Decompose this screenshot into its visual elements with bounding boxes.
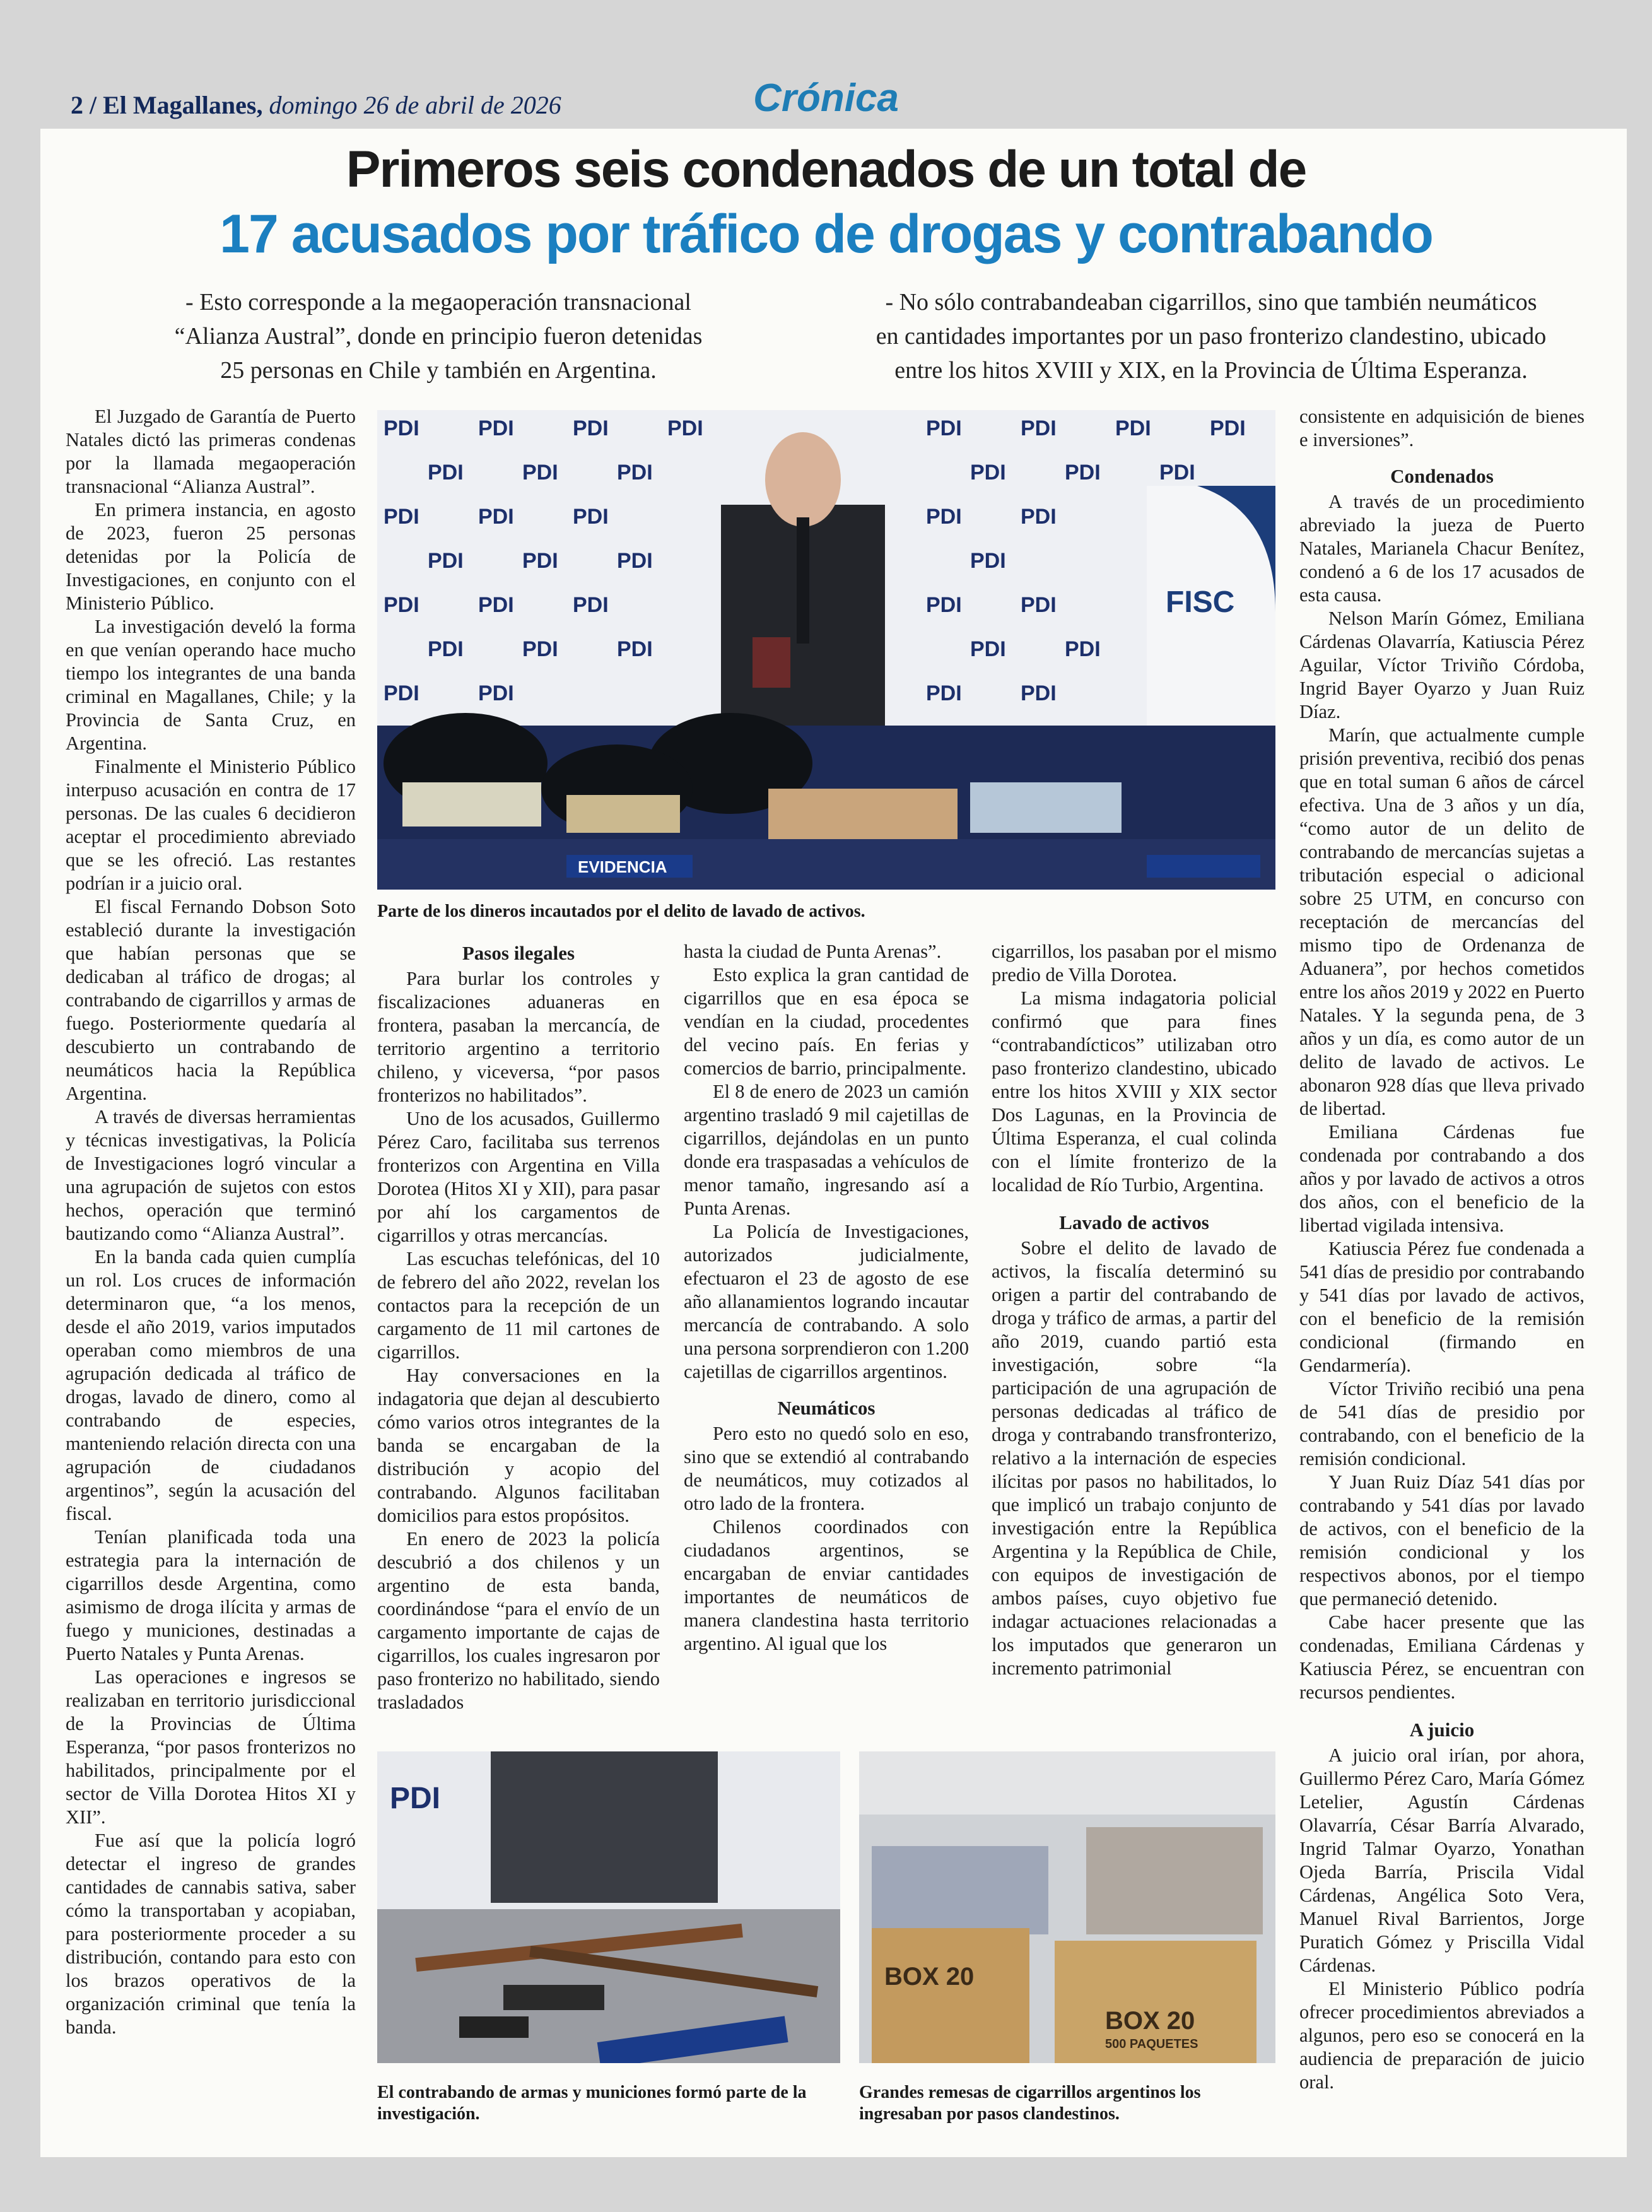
- box-sublabel: 500 PAQUETES: [1105, 2037, 1198, 2051]
- pdi-backdrop-logo: PDI: [970, 549, 1006, 573]
- pdi-backdrop-logo: PDI: [1065, 637, 1101, 661]
- pdi-backdrop-logo: PDI: [478, 681, 514, 705]
- pdi-backdrop-logo: PDI: [926, 416, 962, 440]
- pdi-backdrop-logo: PDI: [384, 416, 419, 440]
- pdi-backdrop-logo: PDI: [478, 416, 514, 440]
- pdi-backdrop-logo: PDI: [384, 505, 419, 529]
- column-5: consistente en adquisición de bienes e inversiones”. Condenados A través de un procedimiento abreviado la jueza de Puerto Natales, Marianela Chacur Benítez, condenó a 6 de los 17 acusados de esta causa. Nelson Marín Gómez, Emiliana Cárdenas Olavarría, Katiuscia Pérez Aguilar, Víctor Triviño Córdoba, Ingrid Bayer Oyarzo y Juan Ruiz Díaz. Marín, que actualmente cumple prisión preventiva, recibió dos penas que en total suman 6 años de cárcel efectiva. Una de 3 años y un día, “como autor de un delito de contrabando de mercancías sujetas a tributación especial o adicional sobre 25 UTM, en concurso con receptación de mercancías del mismo tipo de Ordenanza de Aduanera”, por hechos cometidos entre los años 2019 y 2022 en Puerto Natales. Y la segunda pena, de 3 años y un día, es como autor de un delito de lavado de activos. Le abonaron 928 días que lleva privado de libertad. Emiliana Cárdenas fue condenada por contrabando a dos años y por lavado de activos a otros dos años, con el beneficio de la libertad vigilada intensiva. Katiuscia Pérez fue condenada a 541 días de presidio por contrabando y 541 días por lavado de activos, con el beneficio de la remisión condicional (firmando en Gendarmería). Víctor Triviño recibió una pena de 541 días de presidio por contrabando, con el beneficio de la remisión condicional. Y Juan Ruiz Díaz 541 días por contrabando y 541 días por lavado de activos, con el beneficio de la remisión condicional y los respectivos abonos, por el tiempo que permaneció detenido. Cabe hacer presente que las condenadas, Emiliana Cárdenas y Katiuscia Pérez, se encuentran con recursos pendientes. A juicio A juicio oral irían, por ahora, Guillermo Pérez Caro, María Gómez Letelier, Agustín Cárdenas Olavarría, César Barría Alvarado, Ingrid Talmar Oyarzo, Yonathan Ojeda Barría, Priscila Vidal Cárdenas, Angélica Soto Vera, Manuel Rival Barrientos, Jorge Puratich Gómez y Priscilla Vidal Cárdenas. El Ministerio Público podría ofrecer procedimientos abreviados a algunos, pero eso se conocerá en la audiencia de preparación de juicio oral.: [1299, 406, 1585, 2093]
- pdi-backdrop-logo: PDI: [1021, 681, 1057, 705]
- boxes-photo: [859, 1751, 1275, 2063]
- pdi-backdrop-logo: PDI: [926, 681, 962, 705]
- subhead-condenados: Condenados: [1390, 465, 1494, 487]
- pdi-backdrop-logo: PDI: [1021, 505, 1057, 529]
- pdi-backdrop-logo: PDI: [617, 637, 653, 661]
- fiscalia-sign: FISC: [1166, 585, 1235, 619]
- column-4: cigarrillos, los pasaban por el mismo predio de Villa Dorotea. La misma indagatoria policial confirmó que para fines “contrabandícticos” utilizaban otro paso fronterizo clandestino, ubicado entre los hitos XVIII y XIX sector Dos Lagunas, en la Provincia de Última Esperanza, el cual colinda con el límite fronterizo de la localidad de Río Turbio, Argentina. Lavado de activos Sobre el delito de lavado de activos, la fiscalía determinó su origen a partir del contrabando de droga y tráfico de armas, a partir del año 2019, cuando partió esta investigación, sobre “la participación de una agrupación de personas dedicadas al tráfico de droga y contrabando transfronterizo, relativo a la internación de especies ilícitas por pasos no habilitados, lo que implicó un trabajo conjunto de investigación entre la República Argentina y la República de Chile, con equipos de investigación de ambos países, cuyo objetivo fue indagar actuaciones relacionadas a los imputados que generaron un incremento patrimonial: [992, 941, 1277, 1679]
- pdi-backdrop-logo: PDI: [970, 461, 1006, 485]
- deck-right: - No sólo contrabandeaban cigarrillos, sino que también neumáticos en cantidades importantes por un paso fronterizo clandestino, ubicado entre los hitos XVIII y XIX, en la Provincia de Última Esperanza.: [876, 289, 1547, 384]
- pdi-backdrop-logo: PDI: [428, 637, 464, 661]
- evidence-badge: EVIDENCIA: [578, 857, 667, 876]
- page-folio: 2 / El Magallanes, domingo 26 de abril de 2026: [71, 91, 561, 119]
- headline-line-2: 17 acusados por tráfico de drogas y contrabando: [220, 204, 1432, 264]
- evidence-table-illustration: [377, 410, 1275, 890]
- boxes-illustration: [859, 1751, 1275, 2063]
- subhead-neumaticos: Neumáticos: [777, 1397, 876, 1419]
- box-label-1: BOX 20: [884, 1963, 975, 1991]
- pdi-backdrop-logo: PDI: [1065, 461, 1101, 485]
- pdi-backdrop-logo: PDI: [1159, 461, 1195, 485]
- pdi-backdrop-logo: PDI: [428, 549, 464, 573]
- pdi-backdrop-logo: PDI: [667, 416, 703, 440]
- pdi-backdrop-logo: PDI: [926, 593, 962, 617]
- main-photo: [377, 410, 1275, 890]
- column-2: Pasos ilegales Para burlar los controles y fiscalizaciones aduaneras en frontera, pasaban la mercancía, de territorio argentino a territorio chileno, y viceversa, “por pasos fronterizos no habilitados”. Uno de los acusados, Guillermo Pérez Caro, facilitaba sus terrenos fronterizos con Argentina en Villa Dorotea (Hitos XI y XII), para pasar por ahí los cargamentos de cigarrillos y otras mercancías. Las escuchas telefónicas, del 10 de febrero del año 2022, revelan los contactos para la recepción de un cargamento de 11 mil cartones de cigarrillos. Hay conversaciones en la indagatoria que dejan al descubierto cómo varios otros integrantes de la banda se encargaban de la distribución y acopio del contrabando. Algunos facilitaban domicilios para estos propósitos. En enero de 2023 la policía descubrió a dos chilenos y un argentino de esta banda, coordinándose “para el envío de un cargamento importante de cajas de cigarrillos, los cuales ingresaron por paso fronterizo no habilitado, siendo trasladados: [377, 942, 660, 1713]
- page-number: 2: [71, 91, 83, 119]
- pdi-backdrop-logo: PDI: [926, 505, 962, 529]
- subhead-pasos-ilegales: Pasos ilegales: [462, 942, 575, 964]
- pdi-backdrop-logo: PDI: [617, 549, 653, 573]
- pdi-backdrop-text: PDI: [390, 1782, 441, 1815]
- pdi-backdrop-logo: PDI: [1021, 593, 1057, 617]
- weapons-illustration: [377, 1751, 840, 2063]
- pdi-backdrop-logo: PDI: [428, 461, 464, 485]
- pdi-backdrop-logo: PDI: [522, 637, 558, 661]
- pdi-backdrop-logo: PDI: [522, 461, 558, 485]
- pdi-backdrop-logo: PDI: [384, 593, 419, 617]
- weapons-photo-caption: El contrabando de armas y municiones formó parte de la investigación.: [377, 2083, 807, 2124]
- subhead-a-juicio: A juicio: [1409, 1719, 1475, 1741]
- pdi-backdrop-logo: PDI: [384, 681, 419, 705]
- box-label-2: BOX 20: [1105, 2007, 1195, 2035]
- subhead-lavado-activos: Lavado de activos: [1059, 1211, 1209, 1233]
- pdi-backdrop-logo: PDI: [617, 461, 653, 485]
- pdi-backdrop-logo: PDI: [522, 549, 558, 573]
- publication-date: domingo 26 de abril de 2026: [269, 91, 561, 119]
- headline-line-1: Primeros seis condenados de un total de: [346, 141, 1306, 198]
- main-photo-caption: Parte de los dineros incautados por el delito de lavado de activos.: [377, 902, 865, 921]
- pdi-backdrop-logo: PDI: [970, 637, 1006, 661]
- column-1: El Juzgado de Garantía de Puerto Natales dictó las primeras condenas por la llamada megaoperación transnacional “Alianza Austral”. En primera instancia, en agosto de 2023, fueron 25 personas detenidas por la Policía de Investigaciones, en conjunto con el Ministerio Público. La investigación develó la forma en que venían operando hace mucho tiempo los integrantes de una banda criminal en Magallanes, Chile; y la Provincia de Santa Cruz, en Argentina. Finalmente el Ministerio Público interpuso acusación en contra de 17 personas. De las cuales 6 decidieron aceptar el procedimiento abreviado que se les ofreció. Las restantes podrían ir a juicio oral. El fiscal Fernando Dobson Soto estableció durante la investigación que habían personas que se dedicaban al tráfico de drogas; al contrabando de cigarrillos y armas de fuego. Posteriormente quedaría al descubierto un contrabando de neumáticos hacia la República Argentina. A través de diversas herramientas y técnicas investigativas, la Policía de Investigaciones logró vincular a una agrupación de sujetos con estos hechos, operación que terminó bautizando como “Alianza Austral”. En la banda cada quien cumplía un rol. Los cruces de información determinaron que, “a los menos, desde el año 2019, varios imputados operaban como miembros de una agrupación dedicada al tráfico de drogas, lavado de dinero, como al contrabando de especies, manteniendo relación directa con una agrupación de ciudadanos argentinos”, según la acusación del fiscal. Tenían planificada toda una estrategia para la internación de cigarrillos desde Argentina, como asimismo de droga ilícita y armas de fuego y municiones, destinadas a Puerto Natales y Punta Arenas. Las operaciones e ingresos se realizaban en territorio jurisdiccional de la Provincias de Última Esperanza, “por pasos fronterizos no habilitados, principalmente por el sector de Villa Dorotea Hitos XI y XII”. Fue así que la policía logró detectar el ingreso de grandes cantidades de cannabis sativa, saber cómo la transportaban y acopiaban, para posteriormente proceder a su distribución, contando para esto con los brazos operativos de la organización criminal que tenía la banda.: [66, 406, 356, 2038]
- publication-name: El Magallanes,: [103, 91, 263, 119]
- pdi-backdrop-logo: PDI: [1210, 416, 1246, 440]
- column-3: hasta la ciudad de Punta Arenas”. Esto explica la gran cantidad de cigarrillos que en esa época se vendían en la ciudad, procedentes del vecino país. En ferias y comercios de barrio, principalmente. El 8 de enero de 2023 un camión argentino trasladó 9 mil cajetillas de cigarrillos, dejándolas en un punto donde era traspasadas a vehículos de menor tamaño, ingresando así a Punta Arenas. La Policía de Investigaciones, autorizados judicialmente, efectuaron el 23 de agosto de ese año allanamientos logrando incautar mercancía de contrabando. A solo una persona sorprendieron con 1.200 cajetillas de cigarrillos argentinos. Neumáticos Pero esto no quedó solo en eso, sino que se extendió al contrabando de neumáticos, muy cotizados al otro lado de la frontera. Chilenos coordinados con ciudadanos argentinos, se encargaban de enviar cantidades importantes de neumáticos de manera clandestina hasta territorio argentino. Al igual que los: [684, 941, 969, 1654]
- boxes-photo-caption: Grandes remesas de cigarrillos argentinos los ingresaban por pasos clandestinos.: [859, 2083, 1201, 2124]
- pdi-backdrop-logo: PDI: [573, 416, 609, 440]
- pdi-backdrop-logo: PDI: [478, 505, 514, 529]
- weapons-photo: [377, 1751, 840, 2063]
- pdi-backdrop-logo: PDI: [573, 505, 609, 529]
- pdi-backdrop-logo: PDI: [1021, 416, 1057, 440]
- pdi-backdrop-logo: PDI: [478, 593, 514, 617]
- deck-left: - Esto corresponde a la megaoperación transnacional “Alianza Austral”, donde en principio fueron detenidas 25 personas en Chile y también en Argentina.: [174, 289, 703, 384]
- section-title: Crónica: [753, 76, 899, 120]
- pdi-backdrop-logo: PDI: [1115, 416, 1151, 440]
- pdi-backdrop-logo: PDI: [573, 593, 609, 617]
